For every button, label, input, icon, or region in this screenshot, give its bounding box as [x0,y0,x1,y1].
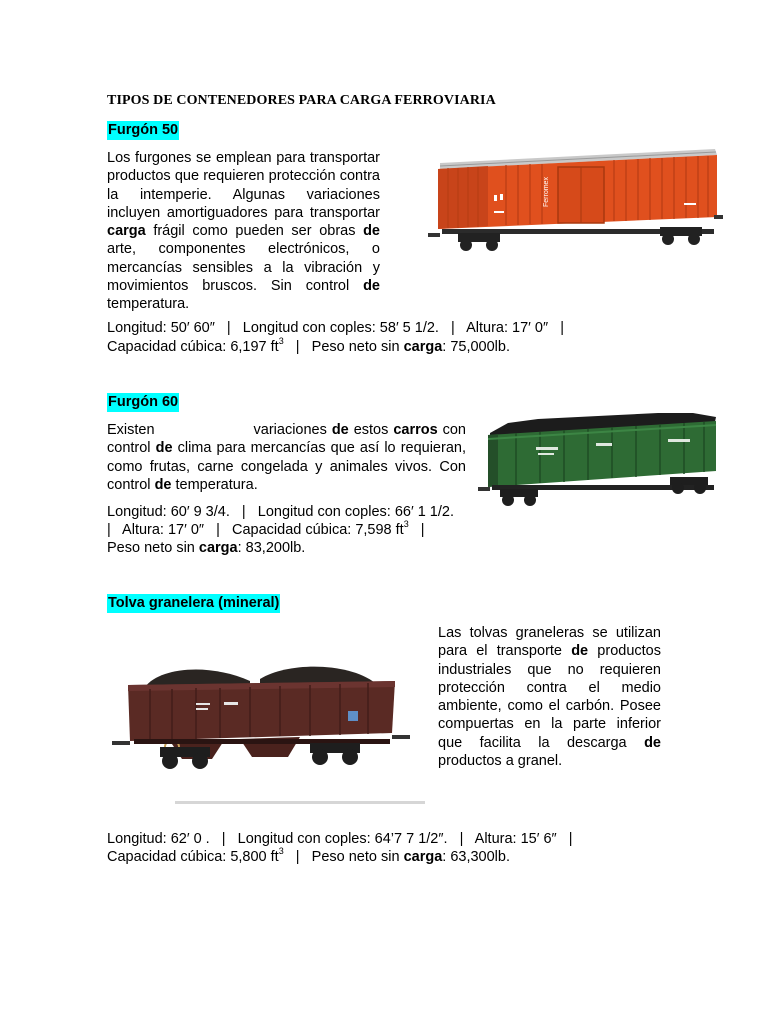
tolva-specs-line-2: Capacidad cúbica: 5,800 $ft^3$ | Peso neto sin carga: 63,300lb. [107,846,510,865]
furgon-50-specs-line-2: Capacidad cúbica: 6,197 $ft^3$ | Peso neto sin carga: 75,000lb. [107,336,510,355]
boxcar-label: Ferromex [543,177,550,207]
hopper-car-image [100,655,425,810]
furgon-60-specs-line-2: | Altura: 17′ 0″ | Capacidad cúbica: 7,598 $ft^3$ | [107,519,425,538]
green-gondola-image [478,405,723,515]
page-title: TIPOS DE CONTENEDORES PARA CARGA FERROVIARIA [107,93,496,108]
tolva-specs-line-1: Longitud: 62′ 0 . | Longitud con coples: 64’7 7 1/2″. | Altura: 15′ 6″ | [107,831,573,847]
section-heading-furgon-60: Furgón 60 [108,394,179,410]
furgon-50-description: Los furgones se emplean para transportar productos que requieren protección contra la intemperie. Algunas variaciones incluyen amortiguadores para transportar carga frágil como pueden ser obras de arte, componentes electrónicos, o mercancías sensibles a la vibración y movimientos bruscos. Sin control de temperatura. [107,150,380,313]
furgon-60-specs-line-1: Longitud: 60′ 9 3/4. | Longitud con coples: 66′ 1 1/2. [107,504,454,520]
boxcar-image [428,145,723,257]
furgon-50-specs-line-1: Longitud: 50′ 60″ | Longitud con coples: 58′ 5 1/2. | Altura: 17′ 0″ | [107,320,564,336]
tolva-description: Las tolvas graneleras se utilizan para el transporte de productos industriales que no requieren protección contra el medio ambiente, como el carbón. Posee compuertas en la parte inferior que facilita la descarga de productos a granel. [438,625,661,770]
section-heading-furgon-50: Furgón 50 [108,122,179,138]
furgon-60-specs-line-3: Peso neto sin carga: 83,200lb. [107,540,306,556]
section-heading-tolva-granelera: Tolva granelera (mineral) [108,595,280,611]
furgon-60-description: Existen variaciones de estos carros con control de clima para mercancías que así lo requieran, como frutas, carne congelada y animales vivos. Con control de temperatura. [107,422,466,493]
